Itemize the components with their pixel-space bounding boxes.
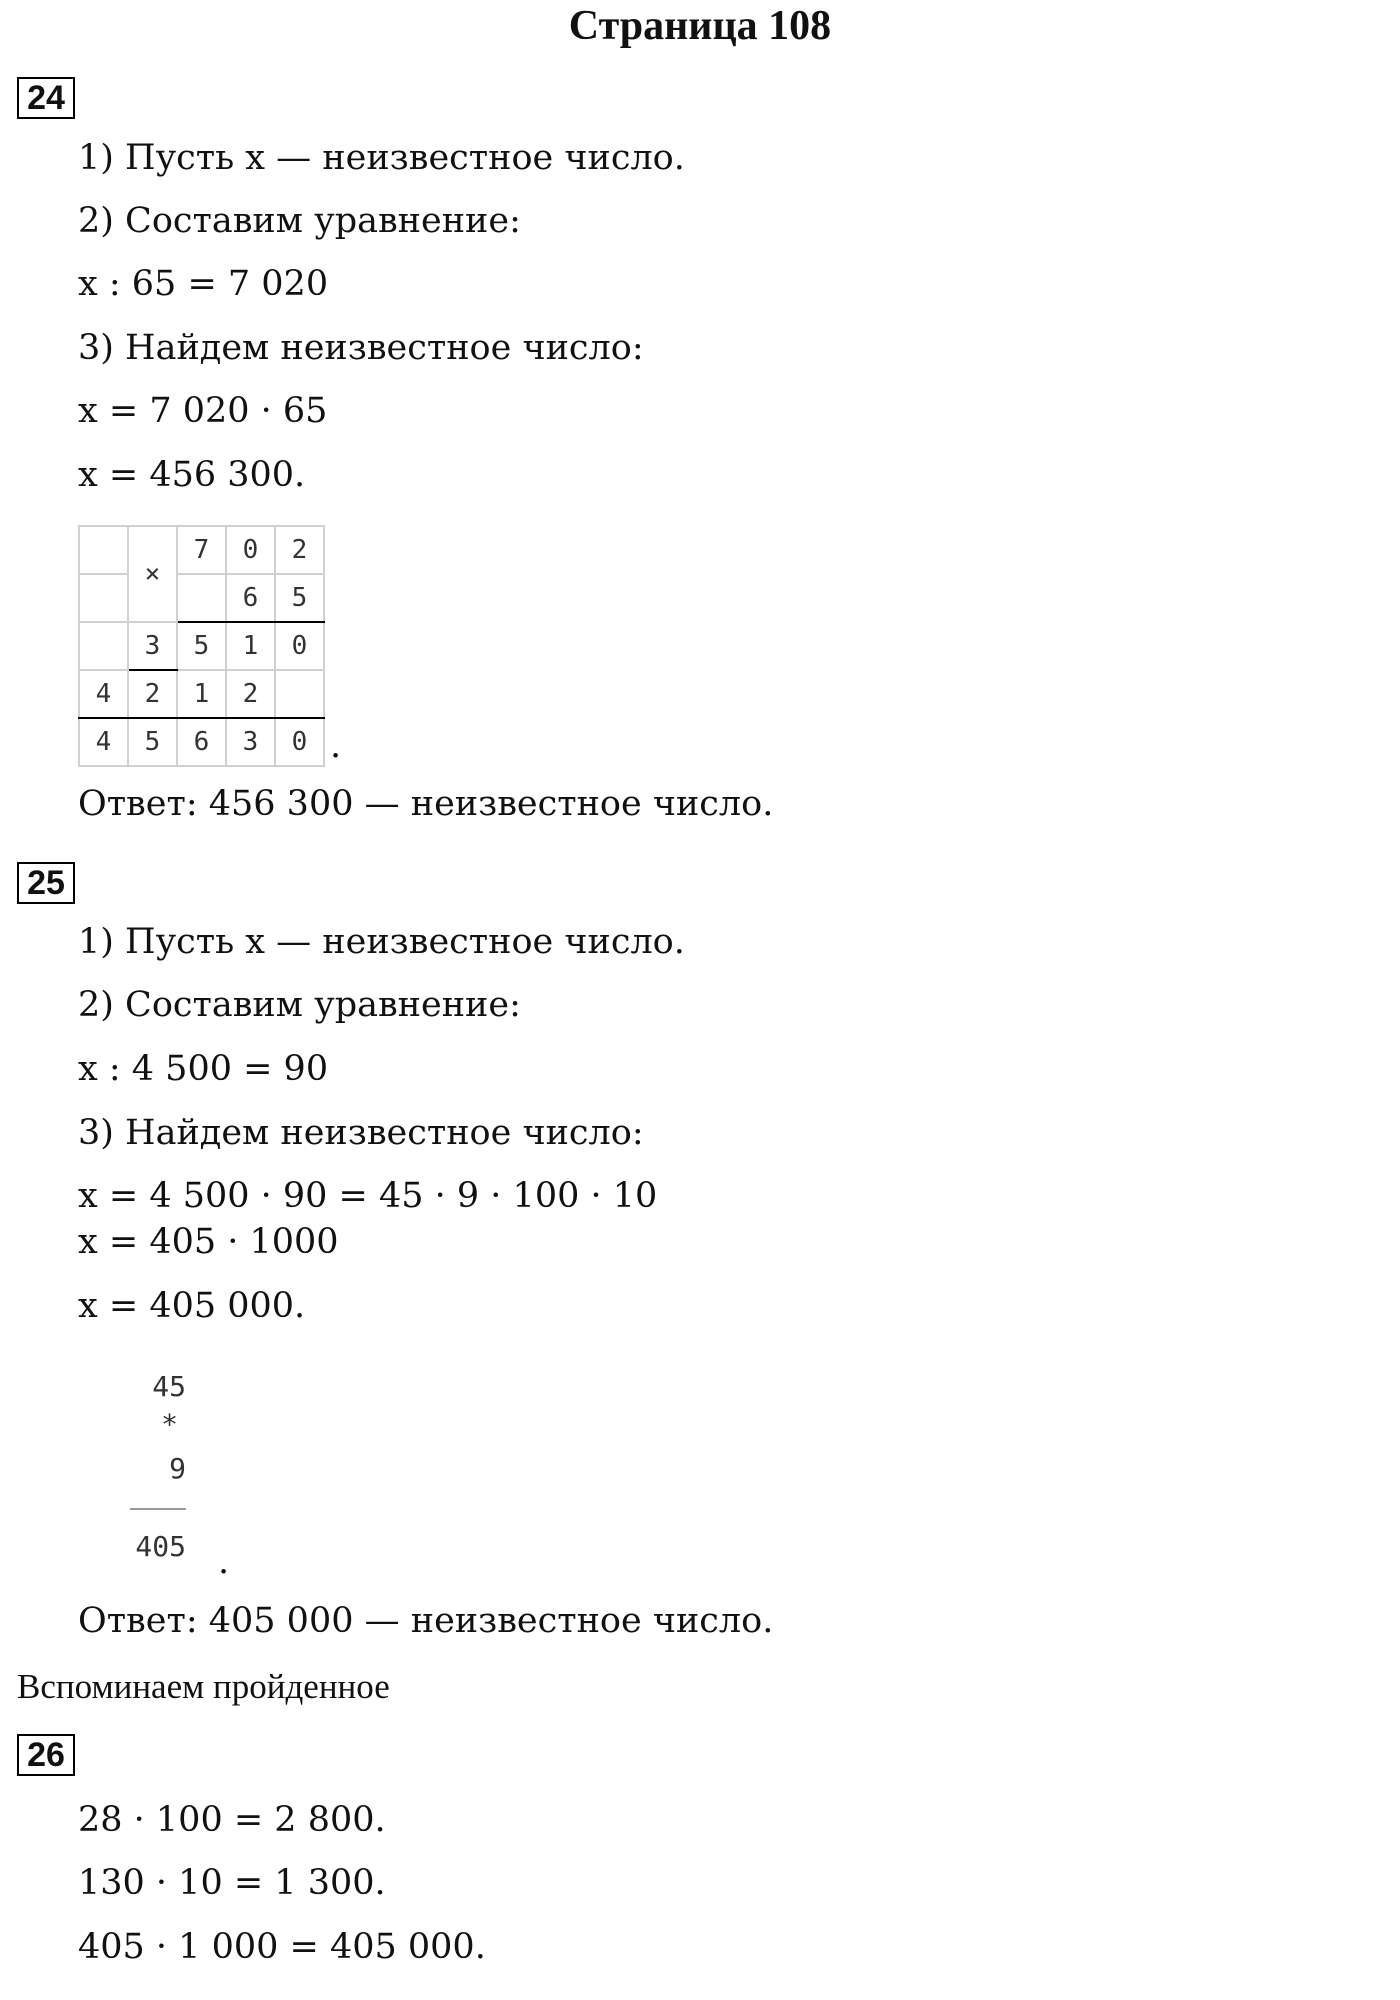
task24-step2: 2) Составим уравнение:: [78, 201, 521, 241]
period: .: [218, 1542, 230, 1582]
task25-solution-1: x = 4 500 · 90 = 45 · 9 · 100 · 10: [78, 1176, 658, 1216]
grid-cell: 5: [275, 574, 324, 622]
grid-cell: 7: [177, 526, 226, 574]
grid-row-3: [79, 622, 324, 670]
task26-line-3: 405 · 1 000 = 405 000.: [78, 1927, 486, 1967]
task25-equation: x : 4 500 = 90: [78, 1049, 329, 1089]
grid-cell: [79, 574, 128, 622]
grid-cell: [177, 574, 226, 622]
task25-step3: 3) Найдем неизвестное число:: [78, 1113, 644, 1153]
task26-line-1: 28 · 100 = 2 800.: [78, 1800, 386, 1840]
task24-solution-2: x = 456 300.: [78, 455, 306, 495]
task-number-26: 26: [17, 1734, 75, 1776]
grid-cell: ×: [128, 526, 177, 622]
period: .: [330, 726, 342, 766]
calc-operator: *: [161, 1408, 178, 1441]
task-number-25: 25: [17, 862, 75, 904]
calc-result: 405: [135, 1530, 186, 1563]
task24-step3: 3) Найдем неизвестное число:: [78, 328, 644, 368]
grid-cell: 1: [226, 622, 275, 670]
task24-answer: Ответ: 456 300 — неизвестное число.: [78, 784, 774, 824]
grid-row-2: [79, 574, 324, 622]
grid-row-1: [79, 526, 324, 574]
grid-cell: 4: [79, 718, 128, 766]
grid-cell: 3: [128, 622, 177, 670]
grid-cell: 5: [177, 622, 226, 670]
task25-step2: 2) Составим уравнение:: [78, 985, 521, 1025]
grid-row-4: [79, 670, 324, 718]
task25-answer: Ответ: 405 000 — неизвестное число.: [78, 1601, 774, 1641]
grid-cell: 3: [226, 718, 275, 766]
calc-operand-2: 9: [169, 1452, 186, 1485]
task25-solution-3: x = 405 000.: [78, 1286, 306, 1326]
page-title: Страница 108: [568, 3, 832, 49]
grid-cell: 2: [275, 526, 324, 574]
calc-operand-1: 45: [152, 1370, 186, 1403]
grid-cell: [275, 670, 324, 718]
grid-cell: 0: [275, 718, 324, 766]
grid-cell: 1: [177, 670, 226, 718]
task26-line-2: 130 · 10 = 1 300.: [78, 1863, 386, 1903]
multiplication-grid: [78, 525, 325, 767]
calc-rule: [130, 1508, 186, 1510]
task-number-24: 24: [17, 77, 75, 119]
grid-row-5: [79, 718, 324, 766]
task24-solution-1: x = 7 020 · 65: [78, 391, 328, 431]
task25-step1: 1) Пусть x — неизвестное число.: [78, 922, 685, 962]
grid-cell: 6: [226, 574, 275, 622]
task25-solution-2: x = 405 · 1000: [78, 1222, 339, 1262]
grid-cell: 0: [275, 622, 324, 670]
task24-equation: x : 65 = 7 020: [78, 264, 329, 304]
grid-cell: 2: [226, 670, 275, 718]
grid-cell: 2: [128, 670, 177, 718]
grid-cell: [79, 622, 128, 670]
grid-cell: 5: [128, 718, 177, 766]
grid-cell: 0: [226, 526, 275, 574]
section-heading: Вспоминаем пройденное: [17, 1667, 390, 1706]
grid-cell: 6: [177, 718, 226, 766]
grid-cell: [79, 526, 128, 574]
task24-step1: 1) Пусть x — неизвестное число.: [78, 138, 685, 178]
grid-cell: 4: [79, 670, 128, 718]
